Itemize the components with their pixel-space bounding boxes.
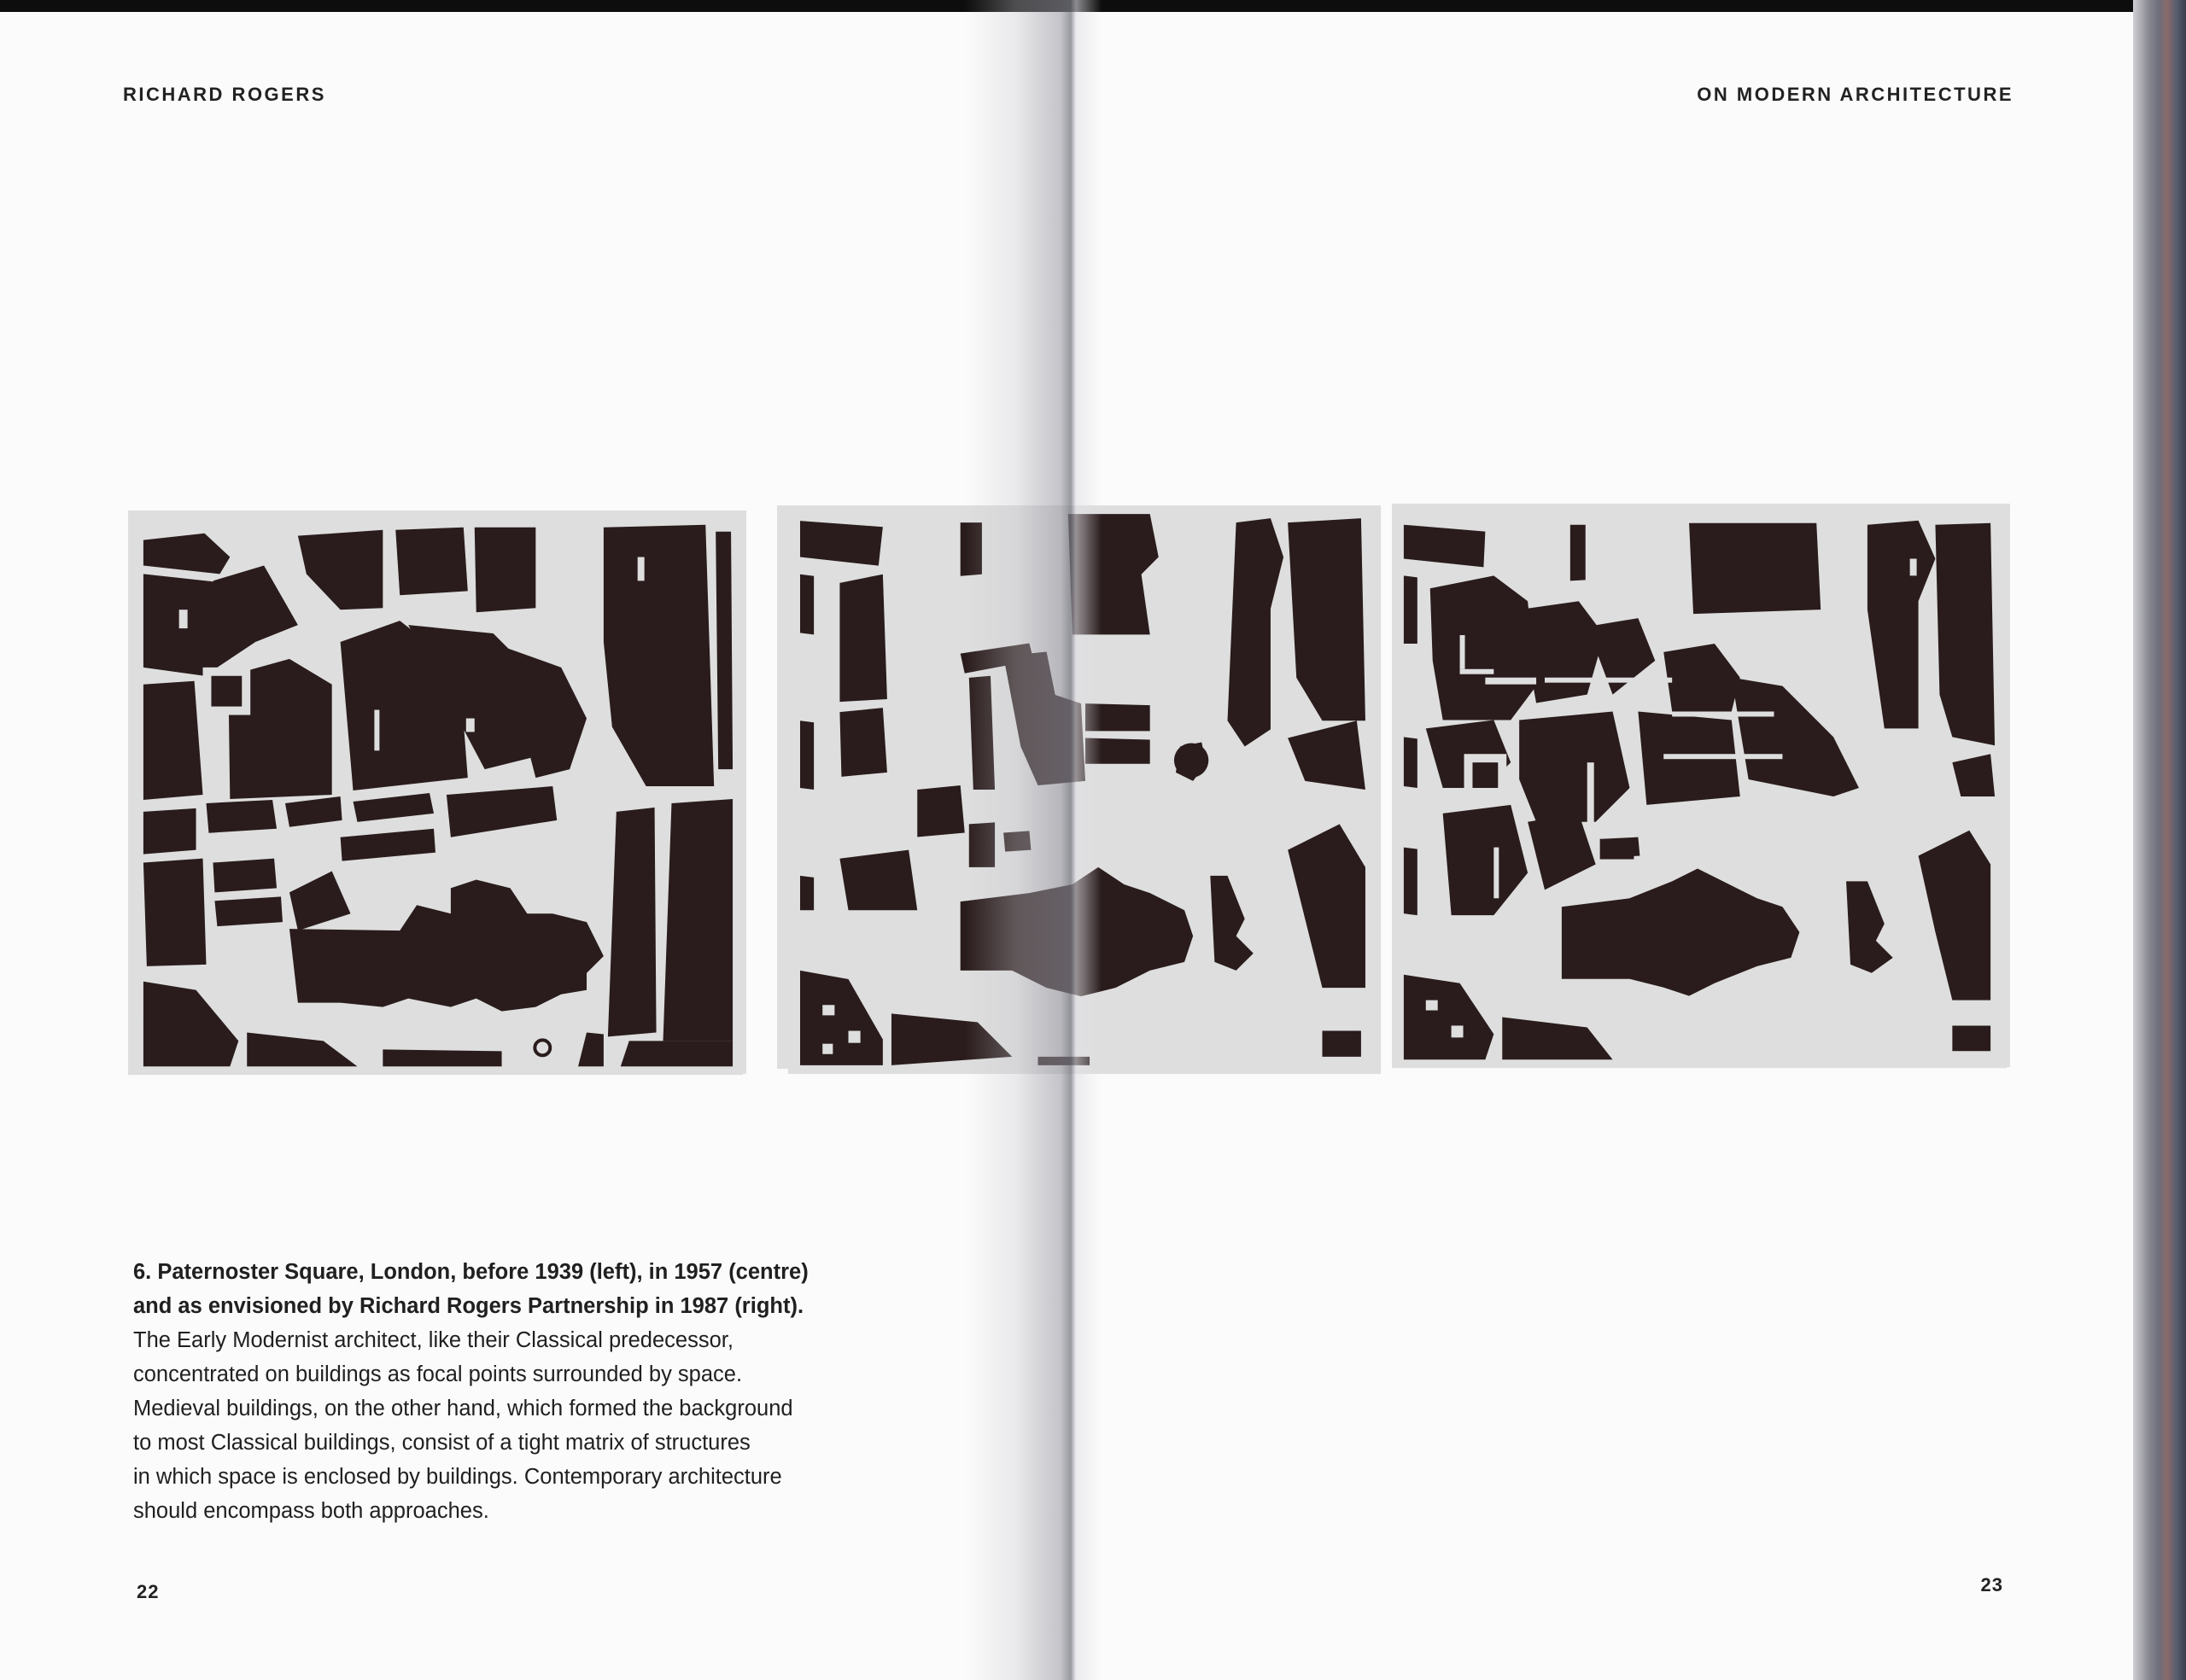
figure-map-1987 bbox=[1392, 504, 2010, 1067]
caption-title-line: 6. Paternoster Square, London, before 1939 (left), in 1957 (centre) bbox=[133, 1260, 809, 1284]
running-head-left: RICHARD ROGERS bbox=[123, 84, 326, 105]
scan-top-edge bbox=[0, 0, 2186, 12]
caption-body-line: concentrated on buildings as focal points surrounded by space. bbox=[133, 1362, 743, 1386]
figure-ground-plan-1957 bbox=[777, 505, 1392, 1074]
figure-caption bbox=[133, 1255, 876, 1528]
figure-map-before-1939 bbox=[128, 510, 746, 1074]
caption-body bbox=[133, 1323, 876, 1528]
running-head-right: ON MODERN ARCHITECTURE bbox=[1697, 84, 2014, 105]
caption-body-line: in which space is enclosed by buildings. Contemporary architecture bbox=[133, 1465, 782, 1489]
caption-body-line: Medieval buildings, on the other hand, which formed the background bbox=[133, 1397, 793, 1420]
figure-maps bbox=[128, 504, 2011, 1076]
book-page-edges bbox=[2133, 0, 2186, 1680]
page-number-right: 23 bbox=[1980, 1574, 2003, 1595]
page-number-left: 22 bbox=[137, 1581, 160, 1602]
figure-map-1957 bbox=[777, 505, 1365, 1069]
figure-ground-plan-1939 bbox=[128, 510, 743, 1079]
caption-body-line: The Early Modernist architect, like their Classical predecessor, bbox=[133, 1328, 734, 1352]
caption-title bbox=[133, 1255, 876, 1323]
caption-body-line: to most Classical buildings, consist of a tight matrix of structures bbox=[133, 1431, 751, 1455]
figure-ground-plan-1987 bbox=[1392, 504, 2007, 1072]
caption-body-line: should encompass both approaches. bbox=[133, 1499, 489, 1523]
caption-title-line: and as envisioned by Richard Rogers Partnership in 1987 (right). bbox=[133, 1294, 804, 1318]
